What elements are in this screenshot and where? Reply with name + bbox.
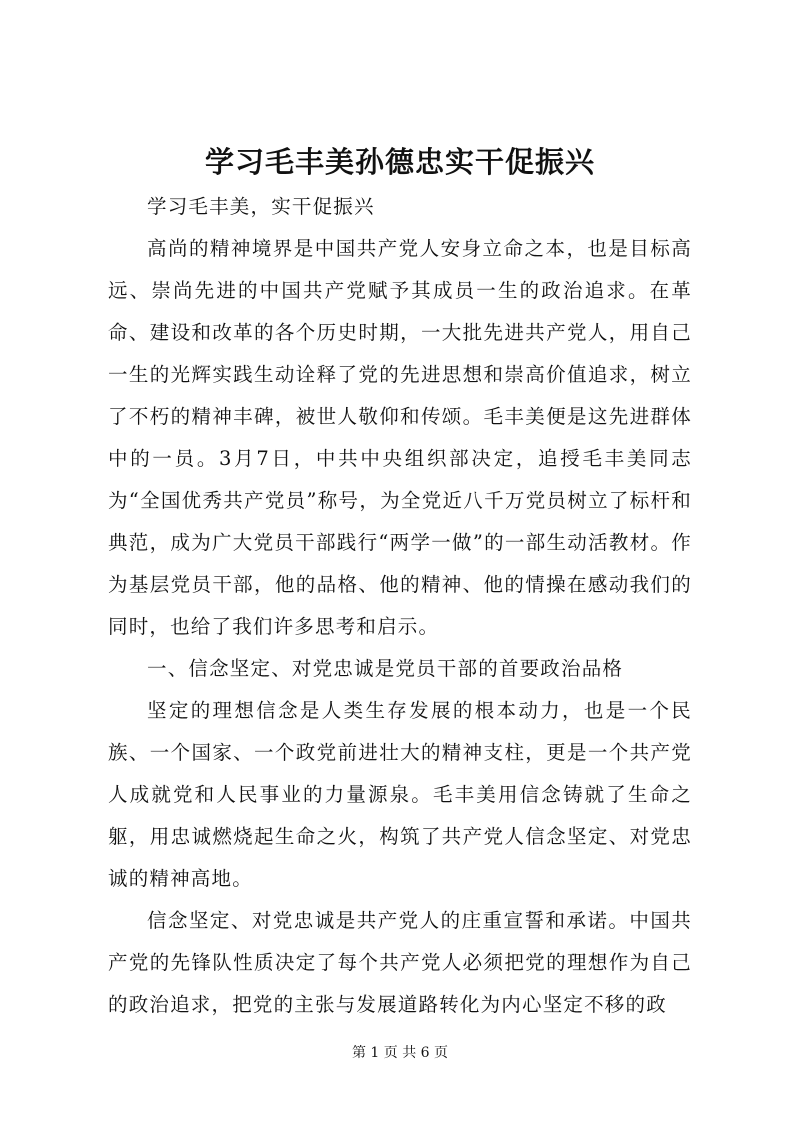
- document-body: [108, 186, 692, 1026]
- body-paragraph: 高尚的精神境界是中国共产党人安身立命之本，也是目标高远、崇尚先进的中国共产党赋予其成员一生的政治追求。在革命、建设和改革的各个历史时期，一大批先进共产党人，用自己一生的光辉实践生动诠释了党的先进思想和崇高价值追求，树立了不朽的精神丰碑，被世人敬仰和传颂。毛丰美便是这先进群体中的一员。3月7日，中共中央组织部决定，追授毛丰美同志为“全国优秀共产党员”称号，为全党近八千万党员树立了标杆和典范，成为广大党员干部践行“两学一做”的一部生动活教材。作为基层党员干部，他的品格、他的精神、他的情操在感动我们的同时，也给了我们许多思考和启示。: [108, 237, 692, 638]
- document-title: 学习毛丰美孙德忠实干促振兴: [204, 145, 595, 179]
- section-heading: 一、信念坚定、对党忠诚是党员干部的首要政治品格: [147, 657, 624, 680]
- body-paragraph: 信念坚定、对党忠诚是共产党人的庄重宣誓和承诺。中国共产党的先锋队性质决定了每个共产党人必须把党的理想作为自己的政治追求，把党的主张与发展道路转化为内心坚定不移的政: [108, 909, 692, 1016]
- body-paragraph: 坚定的理想信念是人类生存发展的根本动力，也是一个民族、一个国家、一个政党前进壮大的精神支柱，更是一个共产党人成就党和人民事业的力量源泉。毛丰美用信念铸就了生命之躯，用忠诚燃烧起生命之火，构筑了共产党人信念坚定、对党忠诚的精神高地。: [108, 699, 692, 890]
- subtitle-paragraph: 学习毛丰美，实干促振兴: [147, 195, 375, 218]
- page-footer: 第 1 页 共 6 页: [351, 1045, 449, 1061]
